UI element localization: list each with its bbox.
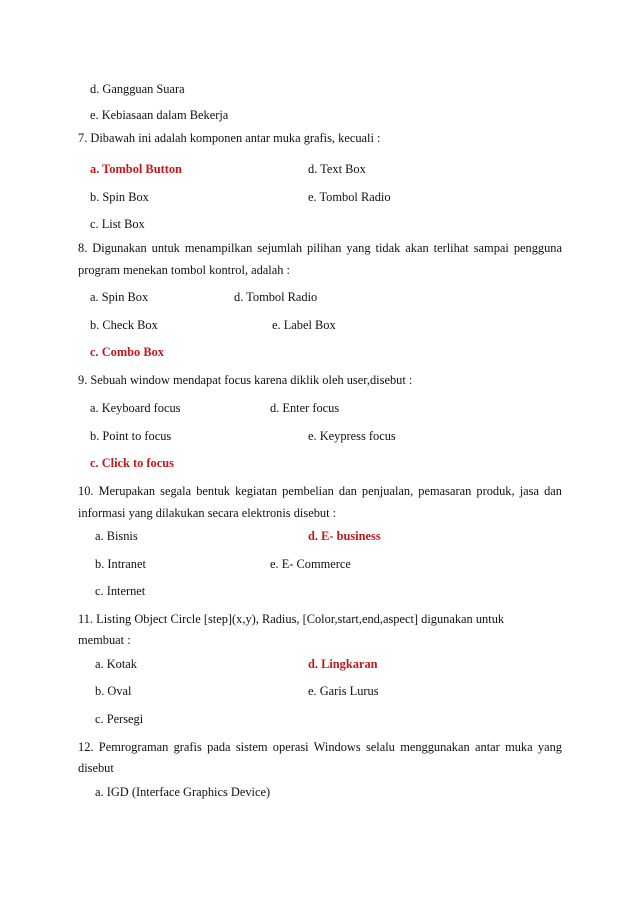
question-7-option-a-correct: a. Tombol Button bbox=[90, 162, 182, 176]
question-10-option-a: a. Bisnis bbox=[95, 529, 138, 543]
question-8-option-d: d. Tombol Radio bbox=[234, 290, 318, 304]
question-7-option-c: c. List Box bbox=[90, 217, 145, 231]
question-11-line-2: membuat : bbox=[78, 633, 131, 647]
question-8-line-1: 8. Digunakan untuk menampilkan sejumlah pilihan yang tidak akan terlihat sampai pengguna bbox=[78, 241, 562, 255]
question-8-option-b: b. Check Box bbox=[90, 318, 158, 332]
question-7-option-e: e. Tombol Radio bbox=[308, 190, 391, 204]
question-11-option-d-correct: d. Lingkaran bbox=[308, 657, 378, 671]
question-7-option-d: d. Text Box bbox=[308, 162, 366, 176]
option-e-kebiasaan: e. Kebiasaan dalam Bekerja bbox=[90, 108, 229, 122]
question-12-line-1: 12. Pemrograman grafis pada sistem operasi Windows selalu menggunakan antar muka yang bbox=[78, 740, 562, 754]
question-8-option-a: a. Spin Box bbox=[90, 290, 149, 304]
question-10-option-b: b. Intranet bbox=[95, 557, 146, 571]
question-10-line-2: informasi yang dilakukan secara elektronis disebut : bbox=[78, 506, 337, 520]
question-10-option-e: e. E- Commerce bbox=[270, 557, 351, 571]
question-9-option-e: e. Keypress focus bbox=[308, 429, 396, 443]
question-11-option-e: e. Garis Lurus bbox=[308, 684, 379, 698]
question-11-option-c: c. Persegi bbox=[95, 712, 144, 726]
question-12-line-2: disebut bbox=[78, 761, 114, 775]
question-11-line-1: 11. Listing Object Circle [step](x,y), Radius, [Color,start,end,aspect] digunakan untuk bbox=[78, 612, 505, 626]
question-7: 7. Dibawah ini adalah komponen antar muka grafis, kecuali : bbox=[78, 131, 381, 145]
question-8-line-2: program menekan tombol kontrol, adalah : bbox=[78, 263, 290, 277]
question-9-option-d: d. Enter focus bbox=[270, 401, 340, 415]
question-9: 9. Sebuah window mendapat focus karena diklik oleh user,disebut : bbox=[78, 373, 413, 387]
question-8-option-c-correct: c. Combo Box bbox=[90, 345, 164, 359]
question-7-option-b: b. Spin Box bbox=[90, 190, 149, 204]
question-9-option-c-correct: c. Click to focus bbox=[90, 456, 174, 470]
question-10-line-1: 10. Merupakan segala bentuk kegiatan pembelian dan penjualan, pemasaran produk, jasa dan bbox=[78, 484, 562, 498]
question-11-option-a: a. Kotak bbox=[95, 657, 137, 671]
question-10-option-d-correct: d. E- business bbox=[308, 529, 381, 543]
question-10-option-c: c. Internet bbox=[95, 584, 146, 598]
option-d-gangguan-suara: d. Gangguan Suara bbox=[90, 82, 185, 96]
question-9-option-a: a. Keyboard focus bbox=[90, 401, 181, 415]
question-9-option-b: b. Point to focus bbox=[90, 429, 172, 443]
question-8-option-e: e. Label Box bbox=[272, 318, 336, 332]
question-12-option-a: a. IGD (Interface Graphics Device) bbox=[95, 785, 271, 799]
question-11-option-b: b. Oval bbox=[95, 684, 132, 698]
